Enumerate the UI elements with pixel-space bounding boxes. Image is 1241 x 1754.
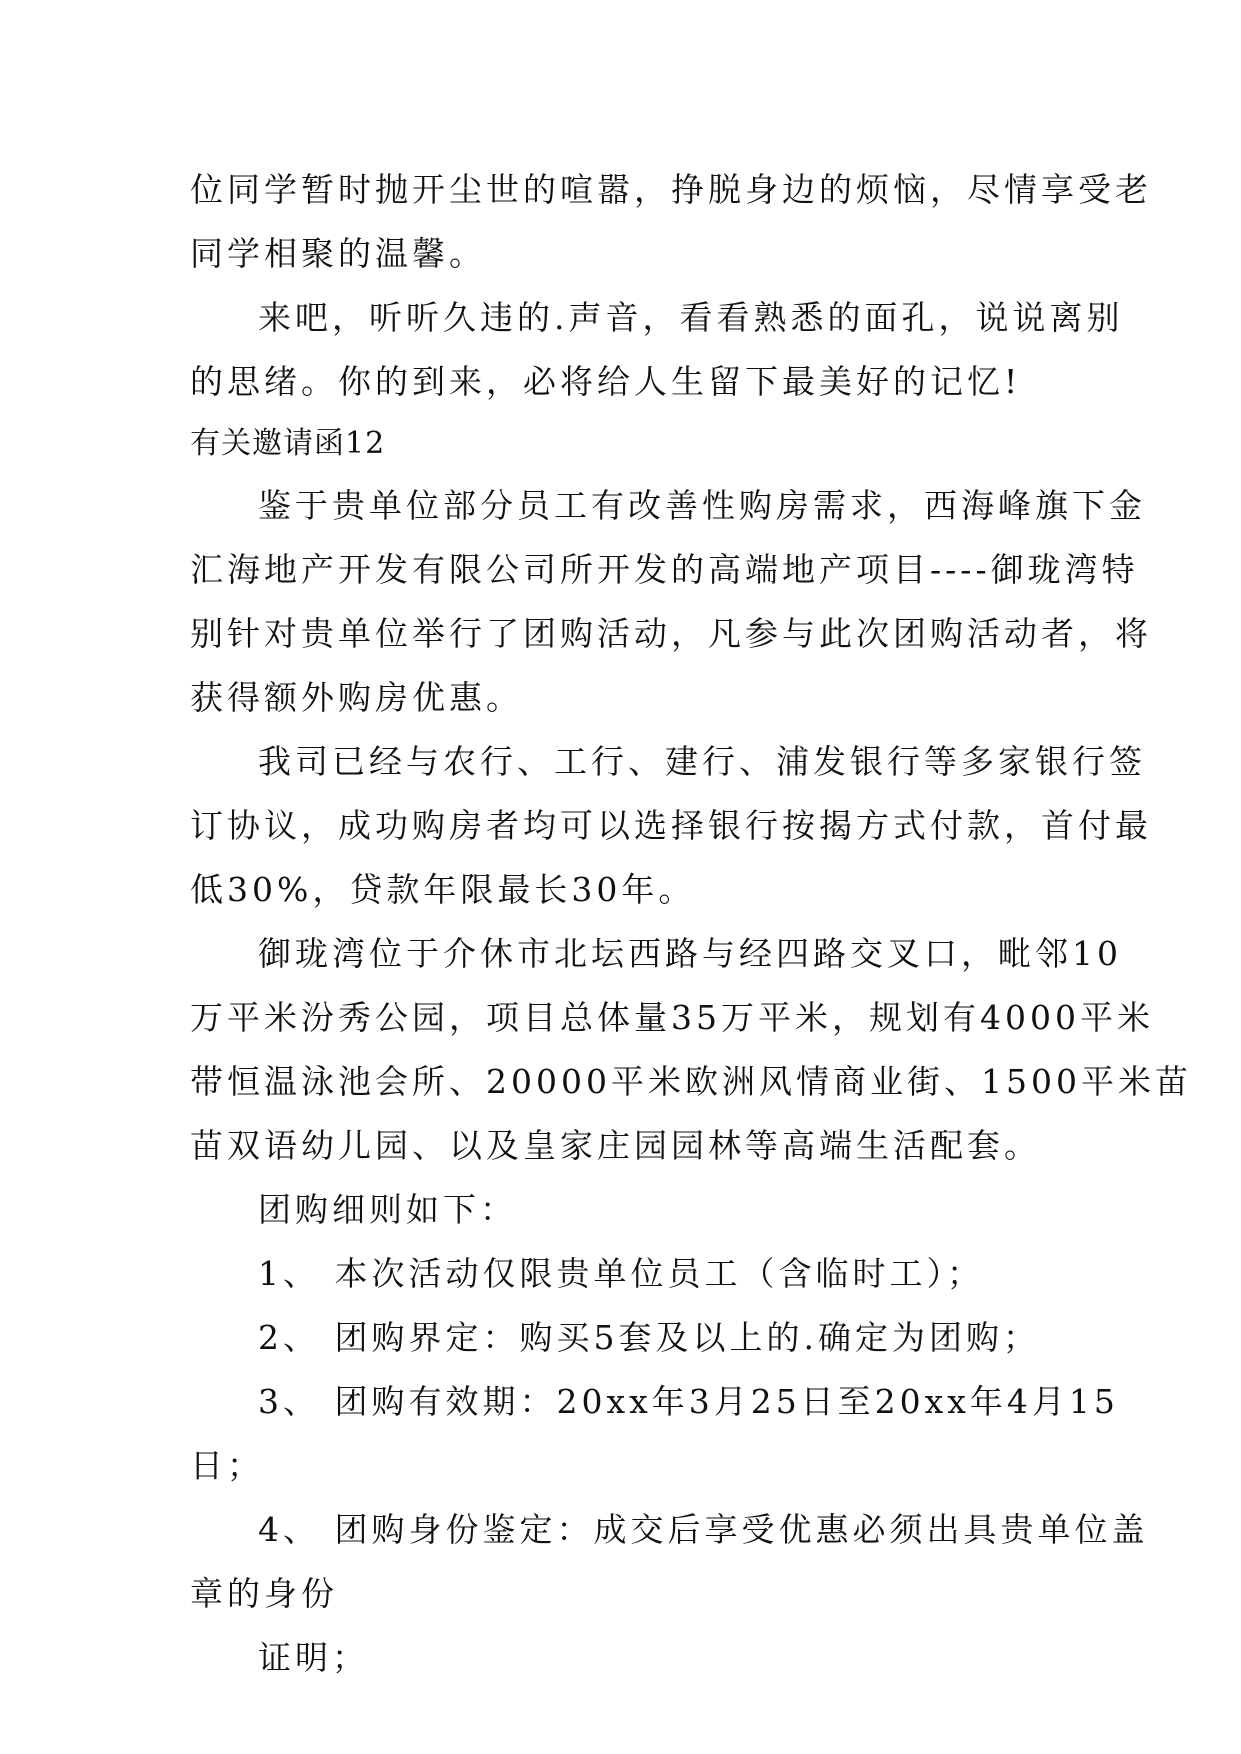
text-line: 同学相聚的温馨。 bbox=[190, 234, 486, 273]
list-item: 1、 本次活动仅限贵单位员工（含临时工）； bbox=[258, 1254, 984, 1293]
list-item: 4、 团购身份鉴定：成交后享受优惠必须出具贵单位盖 bbox=[258, 1510, 1149, 1549]
text-line: 鉴于贵单位部分员工有改善性购房需求，西海峰旗下金 bbox=[258, 486, 1146, 525]
text-line: 带恒温泳池会所、20000平米欧洲风情商业街、1500平米苗 bbox=[190, 1062, 1192, 1101]
list-item-continuation: 日； bbox=[190, 1446, 264, 1485]
list-item: 3、 团购有效期：20xx年3月25日至20xx年4月15 bbox=[258, 1382, 1119, 1421]
document-body bbox=[190, 158, 1192, 1690]
text-line: 别针对贵单位举行了团购活动，凡参与此次团购活动者，将 bbox=[190, 614, 1152, 653]
text-line: 订协议，成功购房者均可以选择银行按揭方式付款，首付最 bbox=[190, 806, 1152, 845]
text-line: 来吧，听听久违的.声音，看看熟悉的面孔，说说离别 bbox=[258, 298, 1124, 337]
list-item-continuation: 证明； bbox=[258, 1638, 369, 1677]
text-line: 我司已经与农行、工行、建行、浦发银行等多家银行签 bbox=[258, 742, 1146, 781]
text-line: 获得额外购房优惠。 bbox=[190, 678, 523, 717]
text-line: 的思绪。你的到来，必将给人生留下最美好的记忆! bbox=[190, 362, 1022, 401]
text-line: 汇海地产开发有限公司所开发的高端地产项目----御珑湾特 bbox=[190, 550, 1139, 589]
list-item-continuation: 章的身份 bbox=[190, 1574, 338, 1613]
list-item: 2、 团购界定：购买5套及以上的.确定为团购； bbox=[258, 1318, 1040, 1357]
text-line: 御珑湾位于介休市北坛西路与经四路交叉口，毗邻10 bbox=[258, 934, 1122, 973]
text-line: 低30%，贷款年限最长30年。 bbox=[190, 870, 696, 909]
text-line: 位同学暂时抛开尘世的喧嚣，挣脱身边的烦恼，尽情享受老 bbox=[190, 170, 1152, 209]
text-line: 苗双语幼儿园、以及皇家庄园园林等高端生活配套。 bbox=[190, 1126, 1041, 1165]
section-heading: 有关邀请函12 bbox=[190, 426, 386, 461]
text-line: 万平米汾秀公园，项目总体量35万平米，规划有4000平米 bbox=[190, 998, 1154, 1037]
list-intro: 团购细则如下： bbox=[258, 1190, 517, 1229]
